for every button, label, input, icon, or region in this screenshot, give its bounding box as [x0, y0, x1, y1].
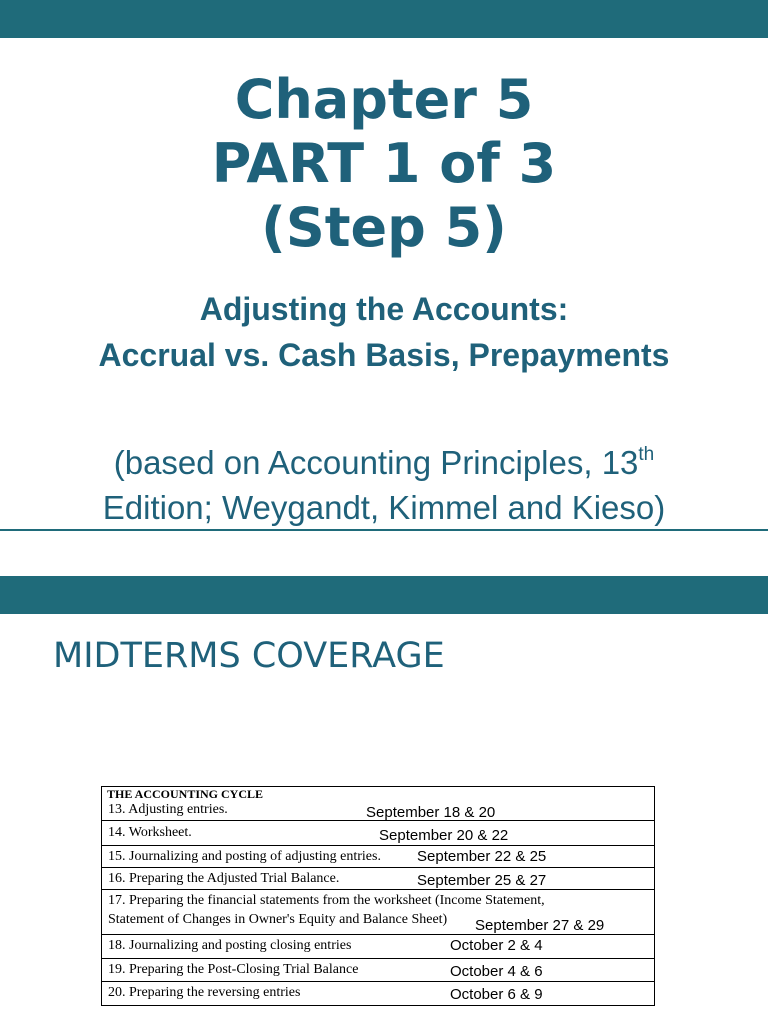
table-row	[102, 890, 654, 935]
row-label: 15. Journalizing and posting of adjusting entries.	[108, 849, 381, 864]
title-line-chapter: Chapter 5	[234, 68, 534, 131]
top-accent-bar	[0, 0, 768, 38]
slide-subtitle	[0, 286, 768, 378]
row-date: September 22 & 25	[417, 848, 547, 865]
title-line-part: PART 1 of 3	[211, 132, 557, 195]
table-row	[102, 959, 654, 982]
row-date: October 6 & 9	[450, 986, 543, 1003]
row-label: 19. Preparing the Post-Closing Trial Balance	[108, 962, 359, 977]
row-date: September 25 & 27	[417, 872, 547, 889]
table-row	[102, 982, 654, 1005]
section-accent-bar	[0, 576, 768, 614]
title-divider-line	[0, 529, 768, 531]
title-line-step: (Step 5)	[261, 196, 507, 259]
table-row	[102, 799, 654, 821]
row-label-continued: Statement of Changes in Owner's Equity and Balance Sheet)	[108, 912, 448, 927]
source-line-1	[0, 440, 768, 485]
table-row	[102, 846, 654, 868]
table-row	[102, 821, 654, 846]
table-row	[102, 935, 654, 959]
row-label: 17. Preparing the financial statements from the worksheet (Income Statement,	[108, 893, 545, 908]
row-date: September 20 & 22	[379, 827, 509, 844]
source-reference	[0, 440, 768, 530]
table-heading: THE ACCOUNTING CYCLE	[107, 787, 264, 801]
row-date: October 4 & 6	[450, 963, 543, 980]
row-label: 13. Adjusting entries.	[108, 802, 228, 817]
row-label: 20. Preparing the reversing entries	[108, 985, 301, 1000]
slide-title	[0, 68, 768, 260]
table-row	[102, 868, 654, 890]
row-date: September 27 & 29	[475, 917, 605, 934]
source-line-2: Edition; Weygandt, Kimmel and Kieso)	[102, 489, 666, 526]
row-label: 18. Journalizing and posting closing entries	[108, 938, 352, 953]
section-heading: MIDTERMS COVERAGE	[53, 636, 445, 676]
edition-superscript: th	[638, 444, 655, 465]
row-label: 14. Worksheet.	[108, 825, 192, 840]
subtitle-line-1: Adjusting the Accounts:	[199, 291, 569, 327]
row-date: September 18 & 20	[366, 804, 496, 821]
subtitle-line-2: Accrual vs. Cash Basis, Prepayments	[98, 337, 670, 373]
accounting-cycle-table	[101, 786, 655, 1006]
row-label: 16. Preparing the Adjusted Trial Balance.	[108, 871, 340, 886]
row-date: October 2 & 4	[450, 937, 543, 954]
source-line-1-text: (based on Accounting Principles, 13	[113, 444, 639, 481]
